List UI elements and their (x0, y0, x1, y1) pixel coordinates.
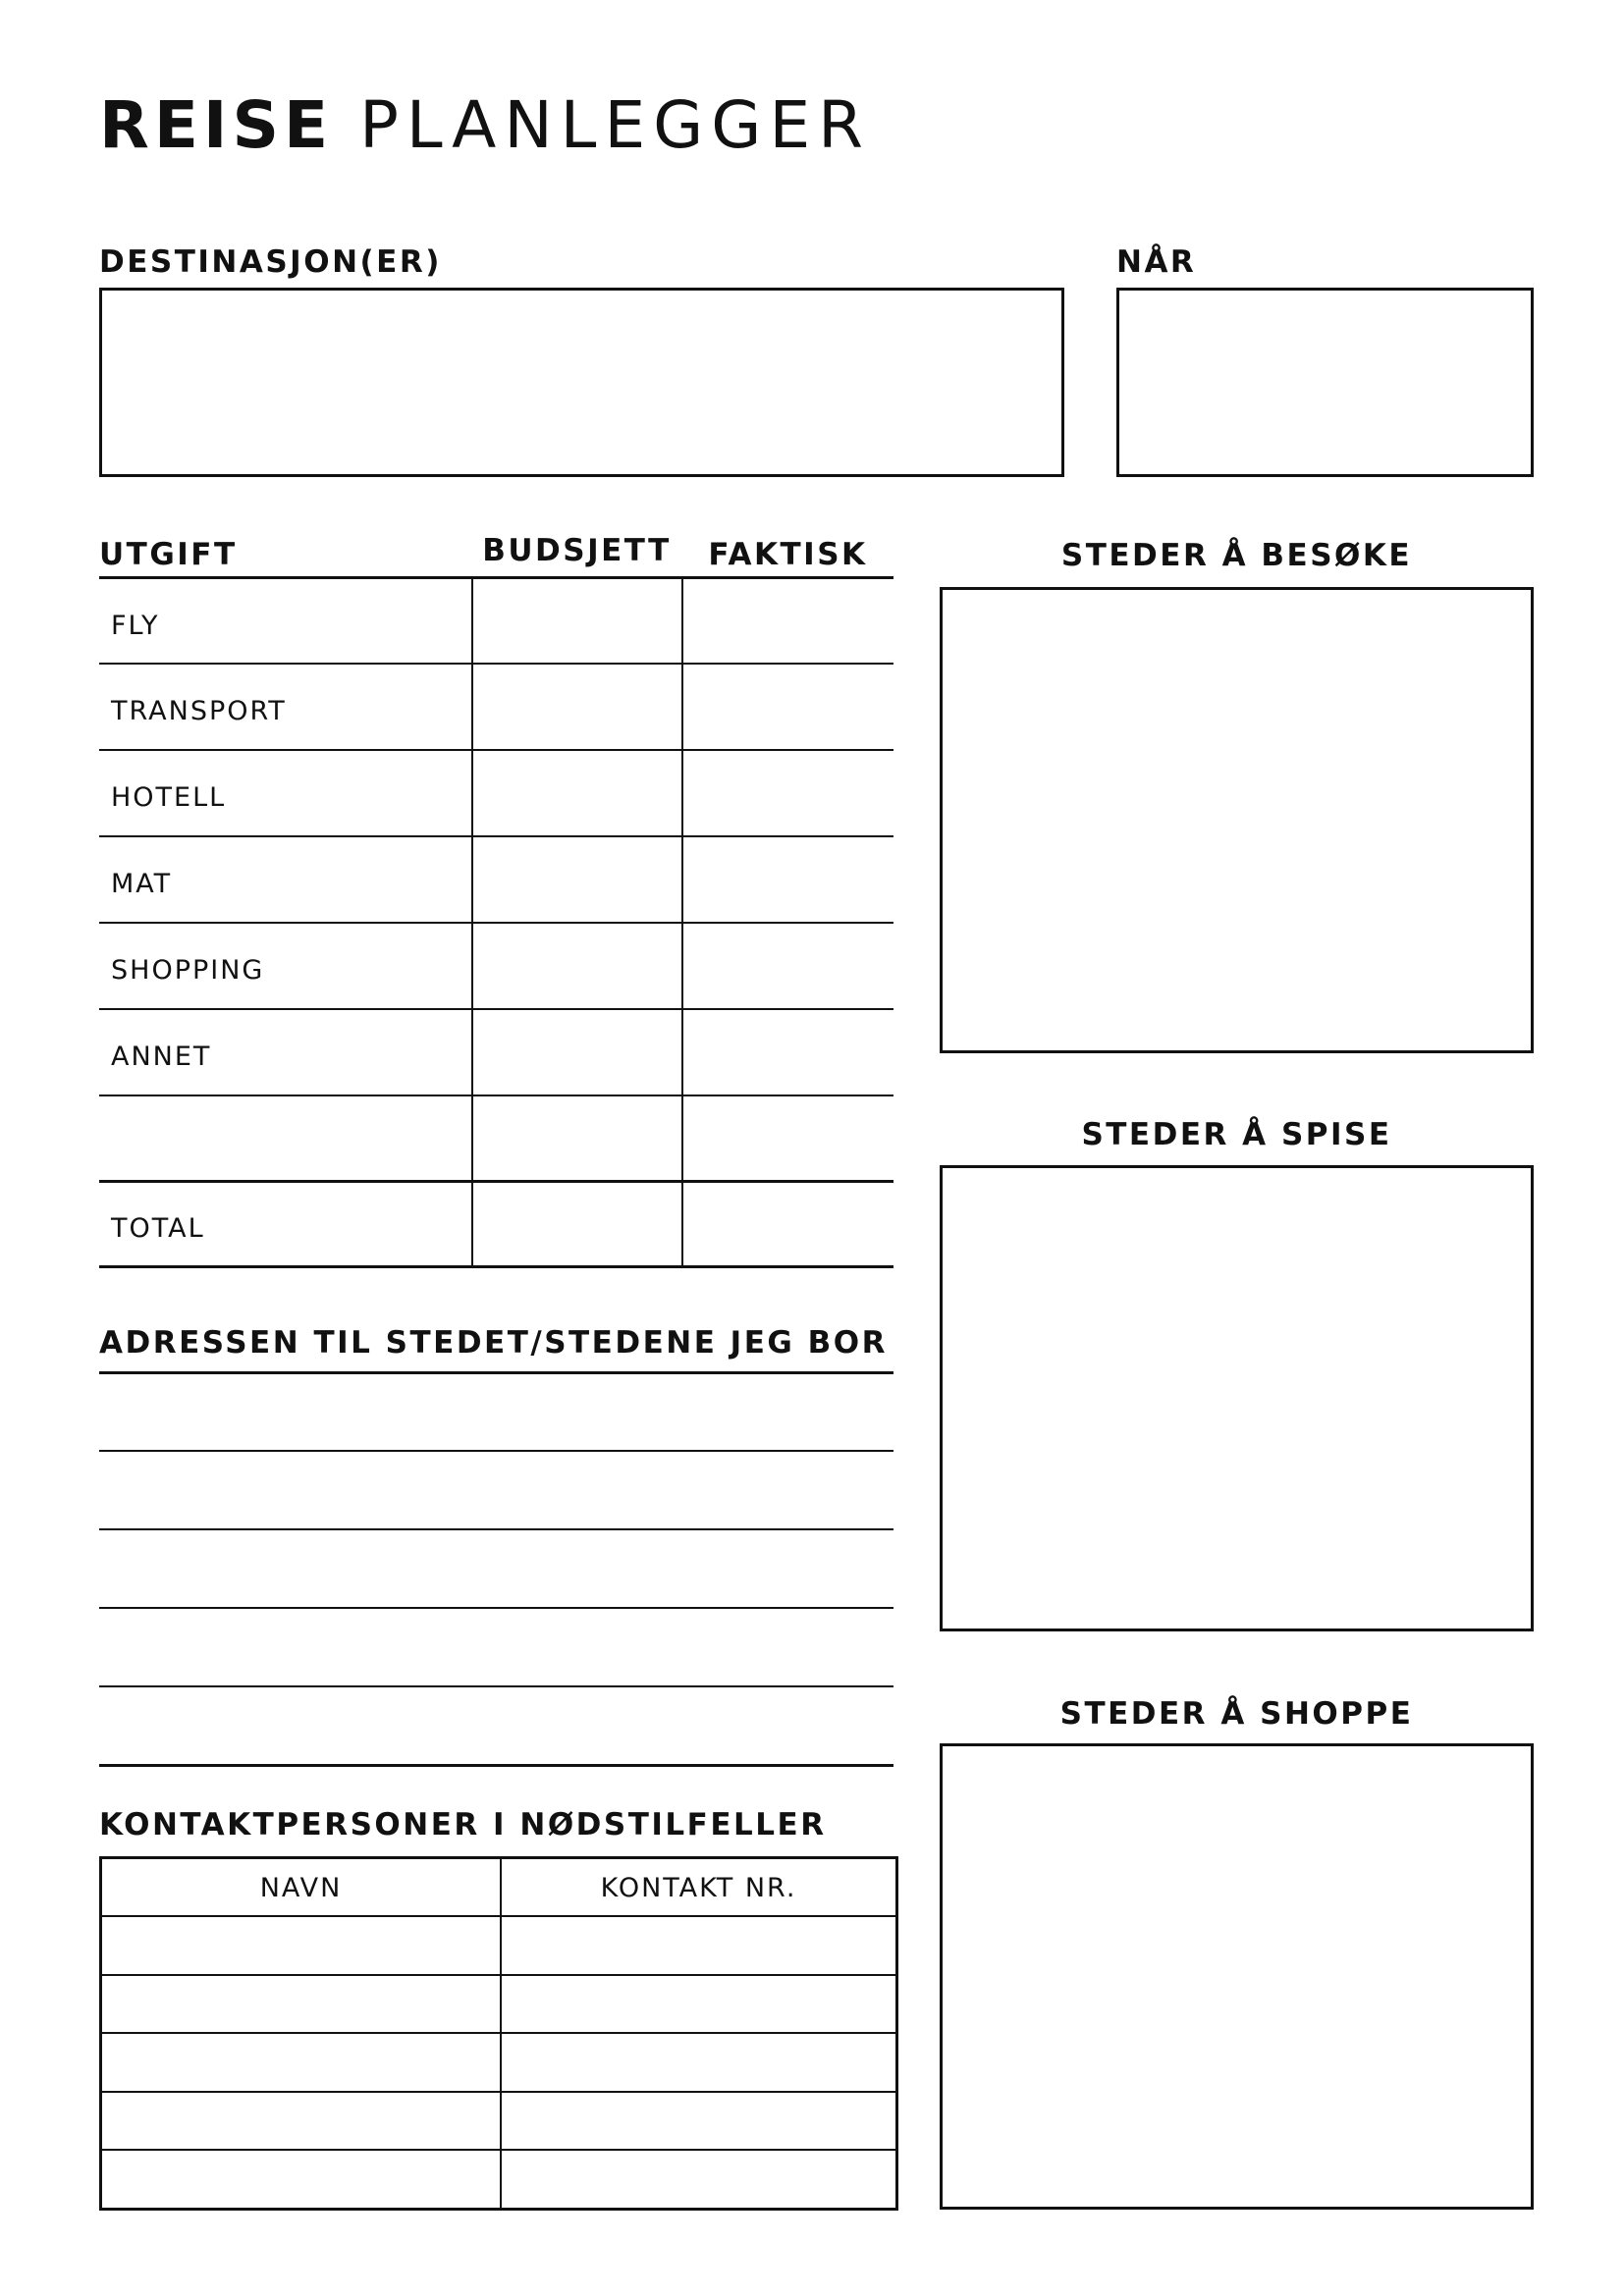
title-light: PLANLEGGER (359, 87, 872, 163)
places-eat-field[interactable] (940, 1165, 1534, 1631)
title-bold: REISE (99, 87, 334, 163)
expense-row-rule (99, 749, 893, 751)
expense-row-rule (99, 922, 893, 924)
page-title (99, 86, 871, 165)
expense-row-rule (99, 663, 893, 665)
address-line[interactable] (99, 1685, 893, 1687)
expense-row-rule (99, 835, 893, 837)
address-line[interactable] (99, 1607, 893, 1609)
expense-table (99, 576, 893, 1268)
expense-total-label: TOTAL (111, 1213, 205, 1244)
address-line[interactable] (99, 1528, 893, 1530)
address-label: ADRESSEN TIL STEDET/STEDENE JEG BOR (99, 1325, 888, 1361)
expense-total-rule (99, 1180, 893, 1183)
expense-row-label: MAT (111, 869, 173, 899)
places-eat-label: STEDER Å SPISE (1081, 1117, 1392, 1152)
when-label: NÅR (1116, 244, 1197, 280)
destinations-label: DESTINASJON(ER) (99, 244, 442, 280)
expense-row-label: SHOPPING (111, 955, 265, 986)
address-bottom-rule[interactable] (99, 1764, 893, 1767)
places-shop-label: STEDER Å SHOPPE (1059, 1696, 1414, 1732)
expense-col-budget: BUDSJETT (482, 533, 672, 568)
emergency-row-rule (102, 1974, 895, 1976)
when-field[interactable] (1116, 288, 1534, 477)
emergency-table (99, 1856, 898, 2211)
expense-row-label: FLY (111, 611, 160, 641)
places-shop-field[interactable] (940, 1743, 1534, 2210)
emergency-row-rule (102, 2149, 895, 2151)
emergency-col-name: NAVN (259, 1873, 343, 1903)
expense-row-label: ANNET (111, 1041, 212, 1072)
expense-col-actual: FAKTISK (708, 537, 868, 572)
address-top-rule (99, 1371, 893, 1374)
expense-row-rule (99, 1008, 893, 1010)
places-visit-label: STEDER Å BESØKE (1060, 538, 1413, 573)
expense-row-rule (99, 1095, 893, 1096)
address-lines (99, 1371, 893, 1769)
emergency-row-rule (102, 1915, 895, 1917)
emergency-row-rule (102, 2032, 895, 2034)
expense-table-bottom-rule (99, 1265, 893, 1268)
expense-table-top-rule (99, 576, 893, 579)
emergency-label: KONTAKTPERSONER I NØDSTILFELLER (99, 1807, 827, 1842)
places-visit-field[interactable] (940, 587, 1534, 1053)
emergency-row-rule (102, 2091, 895, 2093)
destinations-field[interactable] (99, 288, 1064, 477)
emergency-col-contact: KONTAKT NR. (600, 1873, 797, 1903)
expense-col-item: UTGIFT (99, 537, 238, 572)
expense-col-divider-1 (471, 579, 473, 1268)
expense-row-label: TRANSPORT (111, 696, 287, 726)
address-line[interactable] (99, 1450, 893, 1452)
expense-col-divider-2 (681, 579, 683, 1268)
expense-row-label: HOTELL (111, 782, 227, 813)
